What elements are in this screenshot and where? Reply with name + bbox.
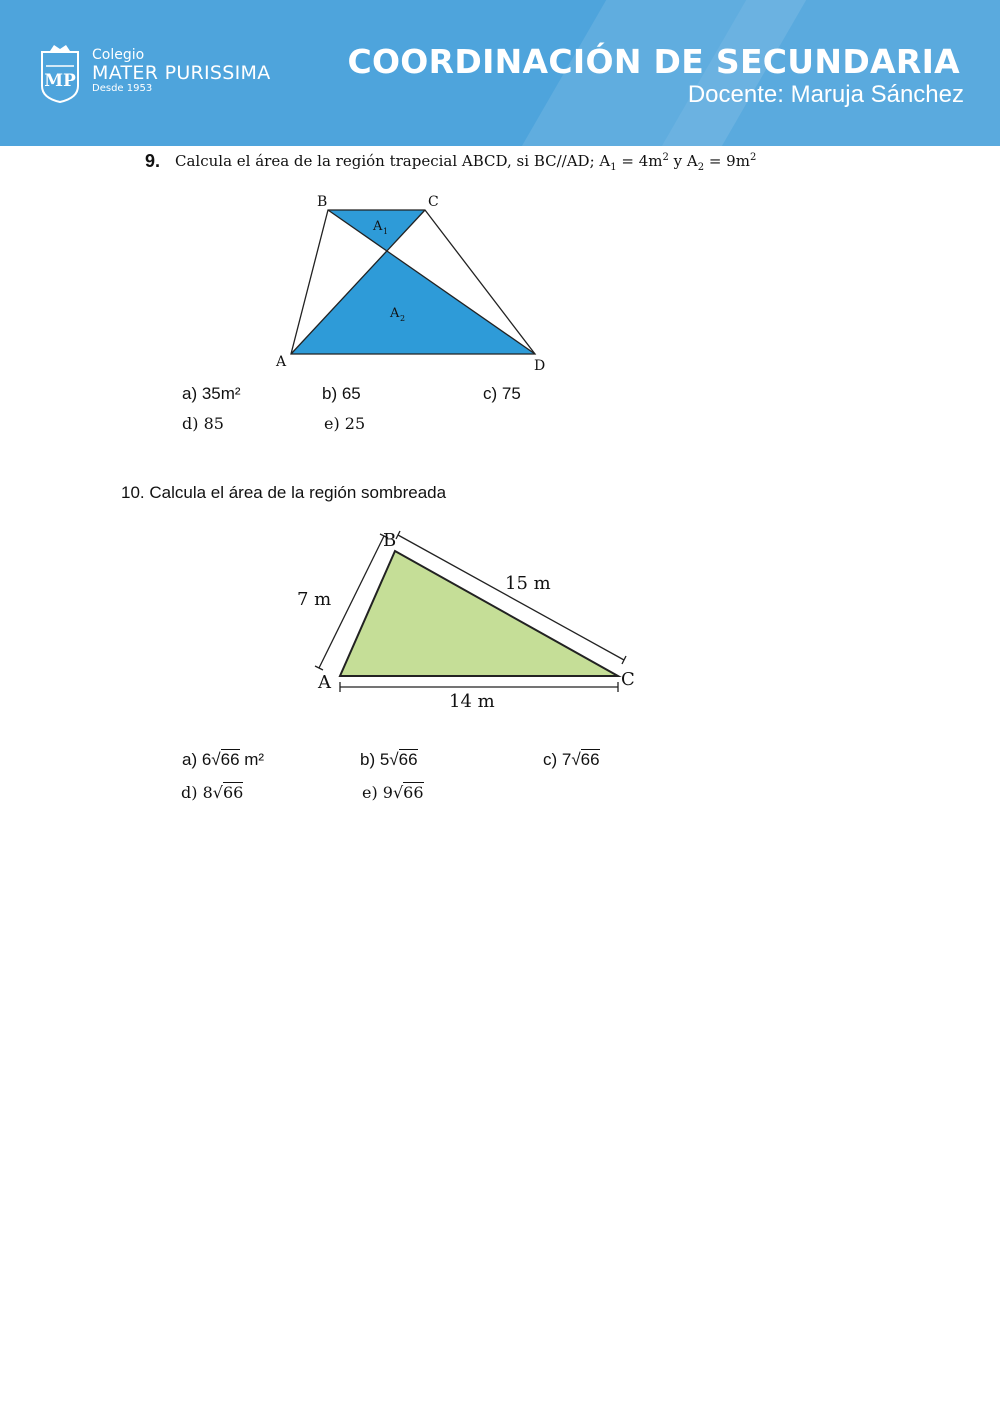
vertex-label-a: A bbox=[276, 354, 287, 370]
header-subtitle: Docente: Maruja Sánchez bbox=[687, 81, 964, 108]
q10-option-d-prefix: d) 8√ bbox=[181, 783, 223, 802]
q9-option-d[interactable]: d) 85 bbox=[182, 414, 224, 433]
vertex-label-b: B bbox=[383, 530, 397, 551]
q10-option-a-unit: m² bbox=[239, 750, 265, 769]
q10-option-a[interactable] bbox=[182, 750, 264, 770]
q9-sup1: 2 bbox=[662, 152, 669, 163]
q10-option-c[interactable] bbox=[543, 750, 600, 770]
vertex-label-b: B bbox=[317, 194, 328, 210]
q9-sub1: 1 bbox=[610, 162, 617, 173]
side-label-ac: 14 m bbox=[449, 691, 495, 712]
q9-option-e[interactable]: e) 25 bbox=[324, 414, 366, 433]
q10-option-b[interactable] bbox=[360, 750, 418, 770]
page-header bbox=[0, 0, 1000, 146]
q10-option-b-prefix: b) 5√ bbox=[360, 750, 399, 769]
q10-option-e-prefix: e) 9√ bbox=[362, 783, 404, 802]
q9-eq1: = 4m bbox=[616, 152, 663, 170]
q10-option-c-radicand: 66 bbox=[580, 750, 600, 769]
school-crest-icon bbox=[38, 42, 82, 104]
q10-option-e[interactable] bbox=[362, 783, 424, 802]
q10-option-b-radicand: 66 bbox=[398, 750, 418, 769]
vertex-label-c: C bbox=[428, 194, 439, 210]
region-label-a2: A bbox=[390, 306, 400, 321]
school-name bbox=[92, 48, 271, 95]
q9-option-b[interactable]: b) 65 bbox=[322, 384, 361, 403]
question-10-text: 10. Calcula el área de la región sombreada bbox=[121, 483, 447, 502]
q9-option-a[interactable]: a) 35m² bbox=[182, 384, 241, 403]
region-label-a2-sub: 2 bbox=[400, 314, 406, 323]
vertex-label-c: C bbox=[621, 669, 635, 690]
q10-option-d-radicand: 66 bbox=[222, 783, 244, 802]
q10-option-c-prefix: c) 7√ bbox=[543, 750, 581, 769]
q10-option-a-radicand: 66 bbox=[220, 750, 240, 769]
side-label-ab: 7 m bbox=[297, 589, 332, 610]
triangle-figure bbox=[290, 525, 650, 720]
vertex-label-d: D bbox=[534, 358, 546, 374]
q9-text-y: y A bbox=[668, 152, 698, 170]
q10-option-a-prefix: a) 6√ bbox=[182, 750, 221, 769]
trapezoid-figure bbox=[260, 185, 560, 380]
header-title: COORDINACIÓN DE SECUNDARIA bbox=[347, 42, 960, 81]
q9-eq2: = 9m bbox=[704, 152, 750, 170]
q9-sup2: 2 bbox=[749, 152, 757, 163]
question-9-number: 9. bbox=[145, 151, 161, 171]
q9-option-c[interactable]: c) 75 bbox=[483, 384, 521, 403]
logo-line-colegio: Colegio bbox=[92, 47, 145, 63]
q9-sub2: 2 bbox=[697, 162, 705, 173]
q9-text-main: Calcula el área de la región trapecial ABCD, si BC//AD; A bbox=[175, 152, 611, 170]
vertex-label-a: A bbox=[318, 672, 331, 693]
region-a2 bbox=[291, 251, 535, 354]
logo-monogram: MP bbox=[44, 71, 76, 91]
side-label-bc: 15 m bbox=[505, 573, 551, 594]
logo-line-name: MATER PURISSIMA bbox=[92, 62, 271, 84]
question-9-text bbox=[175, 152, 756, 173]
q10-option-d[interactable] bbox=[181, 783, 243, 802]
region-label-a1: A bbox=[373, 219, 383, 234]
shaded-triangle bbox=[340, 551, 618, 676]
logo-line-since: Desde 1953 bbox=[92, 83, 153, 94]
q10-option-e-radicand: 66 bbox=[403, 783, 424, 802]
region-label-a1-sub: 1 bbox=[383, 227, 389, 236]
